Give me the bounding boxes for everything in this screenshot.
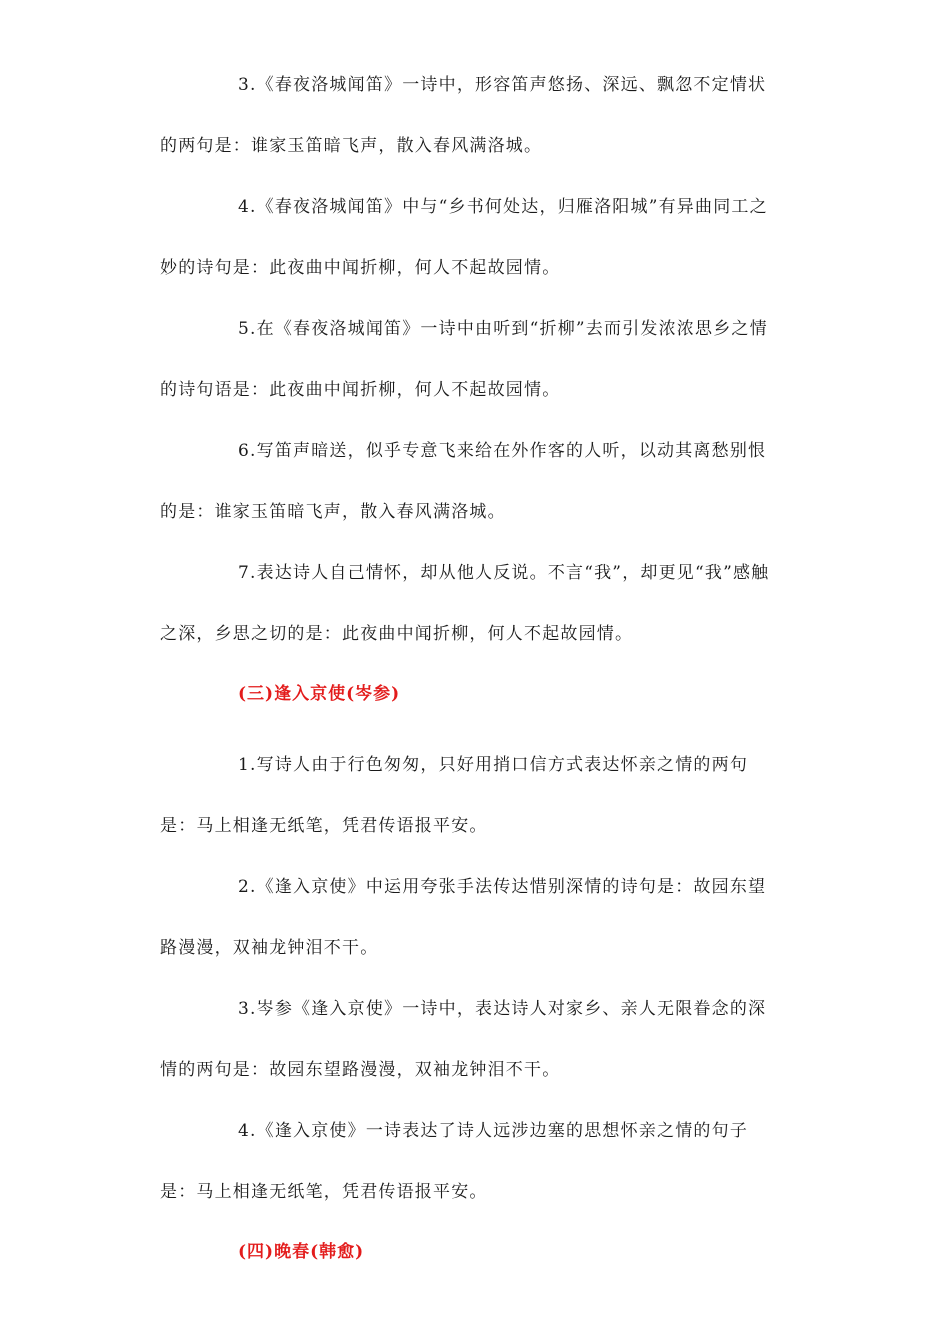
- list-item: 7.表达诗人自己情怀，却从他人反说。不言“我”，却更见“我”感触之深，乡思之切的是：此夜曲中闻折柳，何人不起故园情。: [160, 563, 770, 644]
- list-item: 6.写笛声暗送，似乎专意飞来给在外作客的人听，以动其离愁别恨的是：谁家玉笛暗飞声，散入春风满洛城。: [160, 441, 767, 522]
- list-item: 2.《逢入京使》中运用夸张手法传达惜别深情的诗句是：故园东望路漫漫，双袖龙钟泪不干。: [160, 877, 767, 958]
- list-item: 3.《春夜洛城闻笛》一诗中，形容笛声悠扬、深远、飘忽不定情状的两句是：谁家玉笛暗飞声，散入春风满洛城。: [160, 75, 767, 156]
- list-item: 1.写诗人由于行色匆匆，只好用捎口信方式表达怀亲之情的两句是：马上相逢无纸笔，凭君传语报平安。: [160, 755, 749, 836]
- list-item: 5.在《春夜洛城闻笛》一诗中由听到“折柳”去而引发浓浓思乡之情的诗句语是：此夜曲中闻折柳，何人不起故园情。: [160, 319, 768, 400]
- list-item: 3.岑参《逢入京使》一诗中，表达诗人对家乡、亲人无限眷念的深情的两句是：故园东望路漫漫，双袖龙钟泪不干。: [160, 999, 767, 1080]
- section-heading: (四)晚春(韩愈): [238, 1242, 365, 1262]
- list-item: 4.《春夜洛城闻笛》中与“乡书何处达，归雁洛阳城”有异曲同工之妙的诗句是：此夜曲中闻折柳，何人不起故园情。: [160, 197, 768, 278]
- list-item: 4.《逢入京使》一诗表达了诗人远涉边塞的思想怀亲之情的句子是：马上相逢无纸笔，凭君传语报平安。: [160, 1121, 749, 1202]
- section-heading: (三)逢入京使(岑参): [238, 684, 401, 704]
